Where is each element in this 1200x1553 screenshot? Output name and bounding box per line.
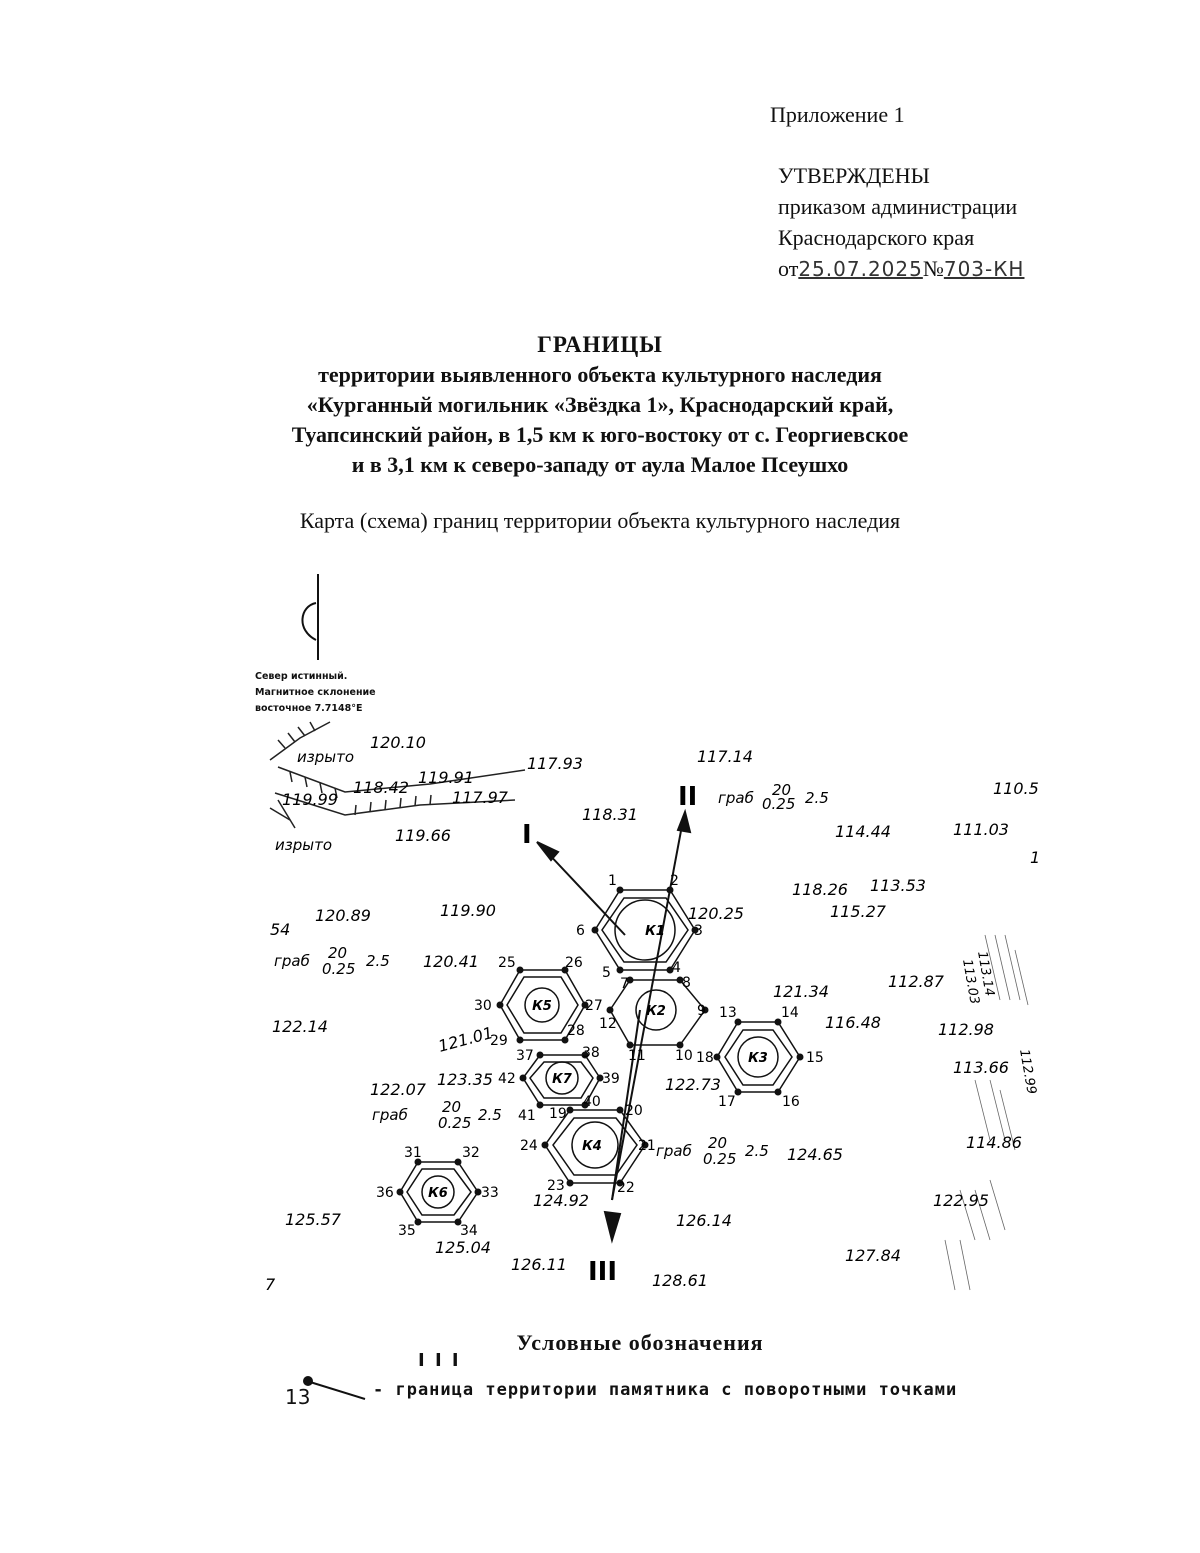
- mound-label: К4: [582, 1139, 602, 1154]
- turning-point-label: 12: [599, 1016, 617, 1032]
- turning-point-label: 17: [718, 1094, 736, 1110]
- legend-mark: I I I: [418, 1350, 461, 1371]
- elevation-mark: 1: [1030, 848, 1041, 867]
- elevation-mark: 116.48: [825, 1013, 881, 1032]
- legend-title: Условные обозначения: [516, 1330, 764, 1355]
- turning-point-label: 6: [576, 923, 585, 939]
- elevation-mark: 117.97: [452, 788, 508, 807]
- turning-point-dot: [567, 1180, 574, 1187]
- turning-point-label: 34: [460, 1223, 478, 1239]
- turning-point-dot: [797, 1054, 804, 1061]
- elevation-mark: 112.87: [888, 972, 944, 991]
- turning-point-label: 38: [582, 1045, 600, 1061]
- elevation-mark: 114.86: [966, 1133, 1022, 1152]
- grave-value: 20: [772, 781, 792, 799]
- section-mark-II: II: [678, 782, 698, 812]
- turning-point-label: 3: [694, 923, 703, 939]
- turning-point-dot: [520, 1075, 527, 1082]
- elevation-mark: 120.41: [423, 952, 479, 971]
- elevation-mark: 113.53: [870, 876, 926, 895]
- turning-point-label: 15: [806, 1050, 824, 1066]
- site-map: [255, 560, 1055, 1300]
- elevation-mark: 122.73: [665, 1075, 721, 1094]
- elevation-mark: 122.95: [933, 1191, 989, 1210]
- elevation-mark: 119.91: [418, 768, 474, 787]
- elevation-mark: 127.84: [845, 1246, 901, 1265]
- turning-point-label: 1: [608, 873, 617, 889]
- approval-block: [778, 160, 1024, 285]
- grave-label: граб: [372, 1106, 408, 1124]
- elevation-mark: 124.65: [787, 1145, 843, 1164]
- turning-point-dot: [455, 1159, 462, 1166]
- mound-label: К3: [748, 1051, 768, 1066]
- mound-label: К5: [532, 999, 552, 1014]
- turning-point-dot: [542, 1142, 549, 1149]
- turning-point-label: 30: [474, 998, 492, 1014]
- order-date: 25.07.2025: [798, 257, 923, 281]
- elevation-mark: 126.14: [676, 1211, 732, 1230]
- turning-point-label: 26: [565, 955, 583, 971]
- turning-point-label: 41: [518, 1108, 536, 1124]
- elevation-mark: 113.66: [953, 1058, 1009, 1077]
- grave-value: 0.25: [438, 1114, 472, 1132]
- turning-point-label: 9: [697, 1003, 706, 1019]
- elevation-mark: 119.99: [282, 790, 338, 809]
- turning-point-label: 13: [719, 1005, 737, 1021]
- north-note-line: Север истинный.: [255, 671, 348, 682]
- turning-point-label: 28: [567, 1023, 585, 1039]
- elevation-mark: 113.03: [959, 958, 982, 1006]
- turning-point-label: 10: [675, 1048, 693, 1064]
- turning-point-label: 36: [376, 1185, 394, 1201]
- turning-point-label: 22: [617, 1180, 635, 1196]
- order-prefix: от: [778, 256, 799, 281]
- elevation-mark: 122.07: [370, 1080, 426, 1099]
- mound-label: К6: [428, 1186, 448, 1201]
- turning-point-dot: [617, 967, 624, 974]
- elevation-mark: 128.61: [652, 1271, 708, 1290]
- mound-label: К7: [552, 1072, 572, 1087]
- elevation-mark: 126.11: [511, 1255, 567, 1274]
- grave-value: 2.5: [805, 789, 829, 807]
- grave-label: граб: [274, 952, 310, 970]
- elevation-mark: 110.5: [993, 779, 1039, 798]
- elevation-mark: 118.42: [353, 778, 409, 797]
- turning-point-label: 39: [602, 1071, 620, 1087]
- mound-label: К2: [646, 1004, 666, 1019]
- elevation-mark: 120.25: [688, 904, 744, 923]
- section-mark-I: I: [522, 820, 532, 850]
- turning-point-label: 18: [696, 1050, 714, 1066]
- turning-point-label: 5: [602, 965, 611, 981]
- terrain-label: изрыто: [275, 836, 333, 854]
- grave-value: 0.25: [322, 960, 356, 978]
- appendix-label: Приложение 1: [770, 102, 905, 127]
- turning-point-dot: [567, 1107, 574, 1114]
- turning-point-dot: [714, 1054, 721, 1061]
- turning-point-dot: [617, 1107, 624, 1114]
- elevation-mark: 118.31: [582, 805, 638, 824]
- order-line: [778, 253, 1024, 285]
- elevation-mark: 117.93: [527, 754, 583, 773]
- grave-label: граб: [656, 1142, 692, 1160]
- turning-point-label: 23: [547, 1178, 565, 1194]
- turning-point-label: 25: [498, 955, 516, 971]
- turning-point-dot: [517, 1037, 524, 1044]
- turning-point-label: 8: [682, 975, 691, 991]
- map-caption: Карта (схема) границ территории объекта культурного наследия: [299, 508, 901, 533]
- title-line: и в 3,1 км к северо-западу от аула Малое Псеушхо: [351, 452, 849, 477]
- document-title: [0, 330, 1200, 480]
- title-line: территории выявленного объекта культурного наследия: [318, 362, 882, 387]
- north-note-line: восточное 7.7148°E: [255, 703, 363, 714]
- turning-point-label: 16: [782, 1094, 800, 1110]
- approval-line: УТВЕРЖДЕНЫ: [778, 163, 930, 188]
- elevation-mark: 112.98: [938, 1020, 994, 1039]
- elevation-mark: 120.10: [370, 733, 426, 752]
- elevation-mark: 119.90: [440, 901, 496, 920]
- turning-point-label: 24: [520, 1138, 538, 1154]
- mound-label: К1: [645, 924, 665, 939]
- elevation-mark: 121.01: [436, 1023, 496, 1056]
- grave-label: граб: [718, 789, 754, 807]
- elevation-mark: 114.44: [835, 822, 891, 841]
- grave-value: 0.25: [703, 1150, 737, 1168]
- legend-point-number: 13: [285, 1385, 311, 1409]
- elevation-mark: 123.35: [437, 1070, 493, 1089]
- elevation-mark: 115.27: [830, 902, 886, 921]
- terrain-label: изрыто: [297, 748, 355, 766]
- elevation-mark: 124.92: [533, 1191, 589, 1210]
- legend-text: - граница территории памятника с поворотными точками: [373, 1380, 958, 1400]
- elevation-mark: 113.14: [974, 950, 997, 998]
- grave-value: 2.5: [366, 952, 390, 970]
- grave-value: 0.25: [762, 795, 796, 813]
- turning-point-label: 29: [490, 1033, 508, 1049]
- turning-point-label: 7: [620, 976, 629, 992]
- turning-point-label: 31: [404, 1145, 422, 1161]
- turning-point-label: 19: [549, 1106, 567, 1122]
- turning-point-label: 35: [398, 1223, 416, 1239]
- legend-boundary-line: [310, 1382, 365, 1399]
- turning-point-label: 37: [516, 1048, 534, 1064]
- turning-point-dot: [537, 1102, 544, 1109]
- elevation-mark: 121.34: [773, 982, 829, 1001]
- elevation-mark: 119.66: [395, 826, 451, 845]
- elevation-mark: 125.04: [435, 1238, 491, 1257]
- elevation-mark: 54: [270, 920, 291, 939]
- turning-point-dot: [397, 1189, 404, 1196]
- grave-value: 2.5: [745, 1142, 769, 1160]
- elevation-mark: 111.03: [953, 820, 1009, 839]
- north-note-line: Магнитное склонение: [255, 687, 376, 698]
- turning-point-label: 32: [462, 1145, 480, 1161]
- elevation-mark: 125.57: [285, 1210, 341, 1229]
- elevation-mark: 118.26: [792, 880, 848, 899]
- turning-point-label: 2: [670, 873, 679, 889]
- title-heading: ГРАНИЦЫ: [537, 332, 663, 357]
- turning-point-label: 42: [498, 1071, 516, 1087]
- turning-point-dot: [775, 1089, 782, 1096]
- north-arrow-icon: [302, 574, 318, 660]
- approval-line: Краснодарского края: [778, 225, 975, 250]
- elevation-mark: 7: [265, 1275, 276, 1294]
- grave-value: 20: [442, 1098, 462, 1116]
- turning-point-label: 33: [481, 1185, 499, 1201]
- turning-point-dot: [617, 887, 624, 894]
- grave-value: 2.5: [478, 1106, 502, 1124]
- order-number: 703-КН: [943, 257, 1025, 281]
- grave-value: 20: [328, 944, 348, 962]
- turning-point-label: 20: [625, 1103, 643, 1119]
- approval-line: приказом администрации: [778, 194, 1018, 219]
- title-line: «Курганный могильник «Звёздка 1», Краснодарский край,: [306, 392, 894, 417]
- turning-point-label: 21: [638, 1138, 656, 1154]
- title-line: Туапсинский район, в 1,5 км к юго-востоку от с. Георгиевское: [291, 422, 909, 447]
- turning-point-dot: [497, 1002, 504, 1009]
- turning-point-label: 14: [781, 1005, 799, 1021]
- elevation-mark: 120.89: [315, 906, 371, 925]
- order-number-label: №: [922, 256, 944, 281]
- grave-value: 20: [708, 1134, 728, 1152]
- turning-point-dot: [607, 1007, 614, 1014]
- turning-point-label: 27: [585, 998, 603, 1014]
- turning-point-label: 11: [628, 1048, 646, 1064]
- turning-point-dot: [517, 967, 524, 974]
- elevation-mark: 122.14: [272, 1017, 328, 1036]
- turning-point-dot: [592, 927, 599, 934]
- elevation-mark: 112.99: [1016, 1048, 1039, 1096]
- section-mark-III: III: [588, 1257, 618, 1287]
- elevation-mark: 117.14: [697, 747, 753, 766]
- turning-point-label: 4: [672, 960, 681, 976]
- turning-point-label: 40: [583, 1094, 601, 1110]
- turning-point-dot: [537, 1052, 544, 1059]
